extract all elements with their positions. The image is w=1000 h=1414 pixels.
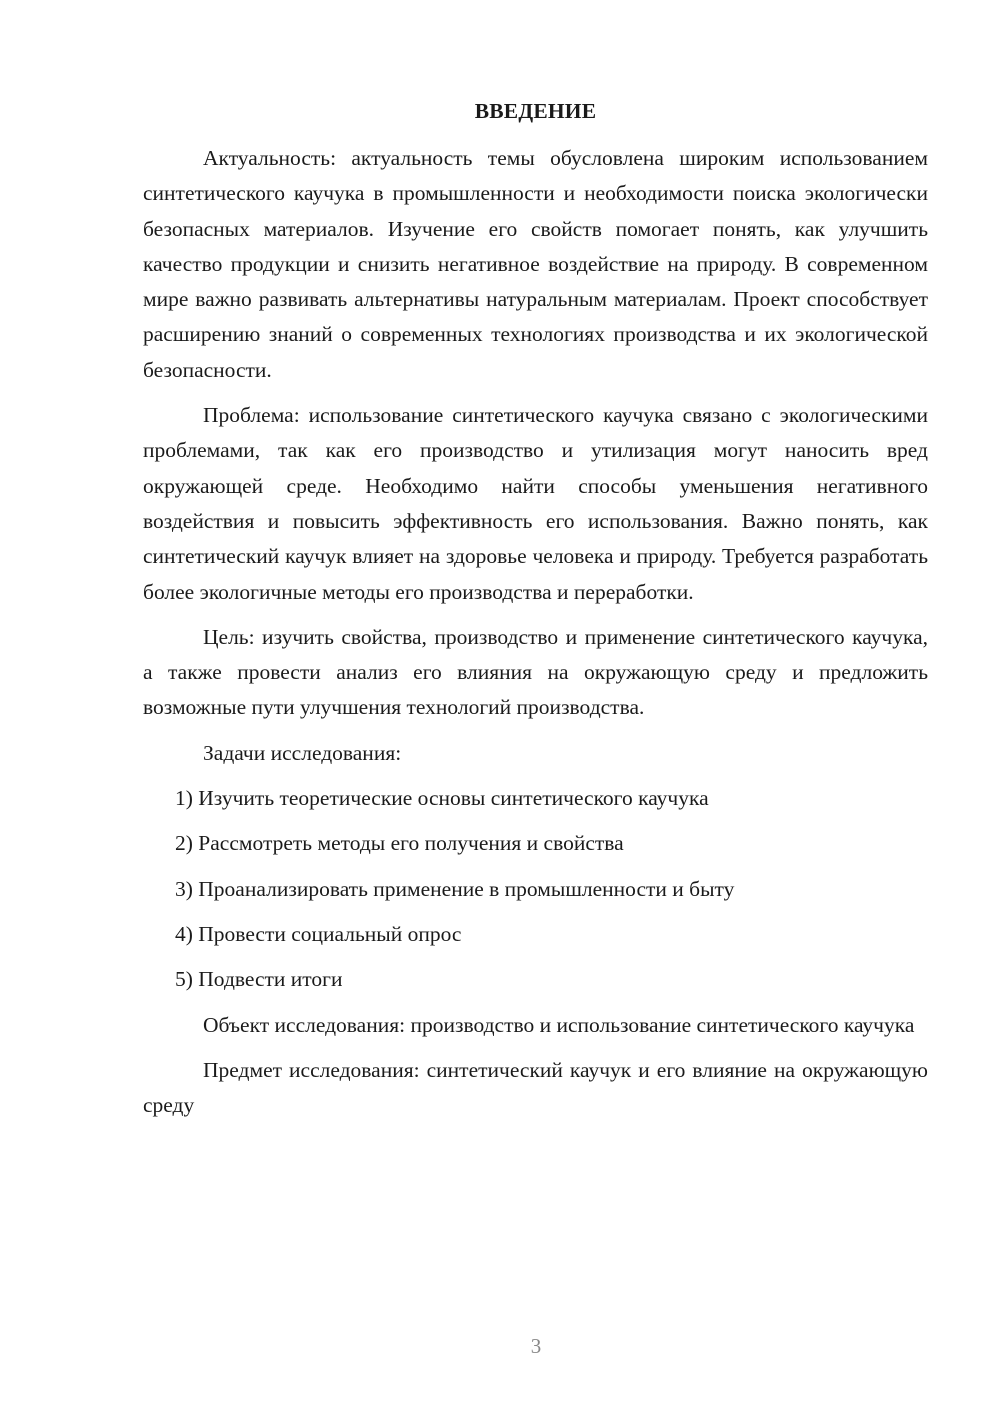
list-item: 5) Подвести итоги [175,967,343,992]
page-number: 3 [530,1334,542,1358]
tasks-list [143,781,928,997]
list-item: 1) Изучить теоретические основы синтетического каучука [175,786,709,811]
goal-paragraph: Цель: изучить свойства, производство и применение синтетического каучука, а также провести анализ его влияния на окружающую среду и предложить возможные пути улучшения технологий производства. [143,624,928,720]
list-item: 3) Проанализировать применение в промышленности и быту [175,876,735,901]
object-paragraph: Объект исследования: производство и использование синтетического каучука [203,1012,915,1037]
document-page [143,94,928,1133]
tasks-title: Задачи исследования: [203,740,402,765]
subject-paragraph: Предмет исследования: синтетический каучук и его влияние на окружающую среду [143,1057,928,1118]
page-title: ВВЕДЕНИЕ [474,99,597,123]
problem-paragraph: Проблема: использование синтетического каучука связано с экологическими проблемами, так как его производство и утилизация могут наносить вред окружающей среде. Необходимо найти способы уменьшения негативного воздействия и повысить эффективность его использования. Важно понять, как синтетический каучук влияет на здоровье человека и природу. Требуется разработать более экологичные методы его производства и переработки. [143,403,928,604]
list-item: 4) Провести социальный опрос [175,921,462,946]
relevance-paragraph: Актуальность: актуальность темы обусловлена широким использованием синтетического каучука в промышленности и необходимости поиска экологически безопасных материалов. Изучение его свойств помогает понять, как улучшить качество продукции и снизить негативное воздействие на природу. В современном мире важно развивать альтернативы натуральным материалам. Проект способствует расширению знаний о современных технологиях производства и их экологической безопасности. [143,146,928,382]
list-item: 2) Рассмотреть методы его получения и свойства [175,831,624,856]
